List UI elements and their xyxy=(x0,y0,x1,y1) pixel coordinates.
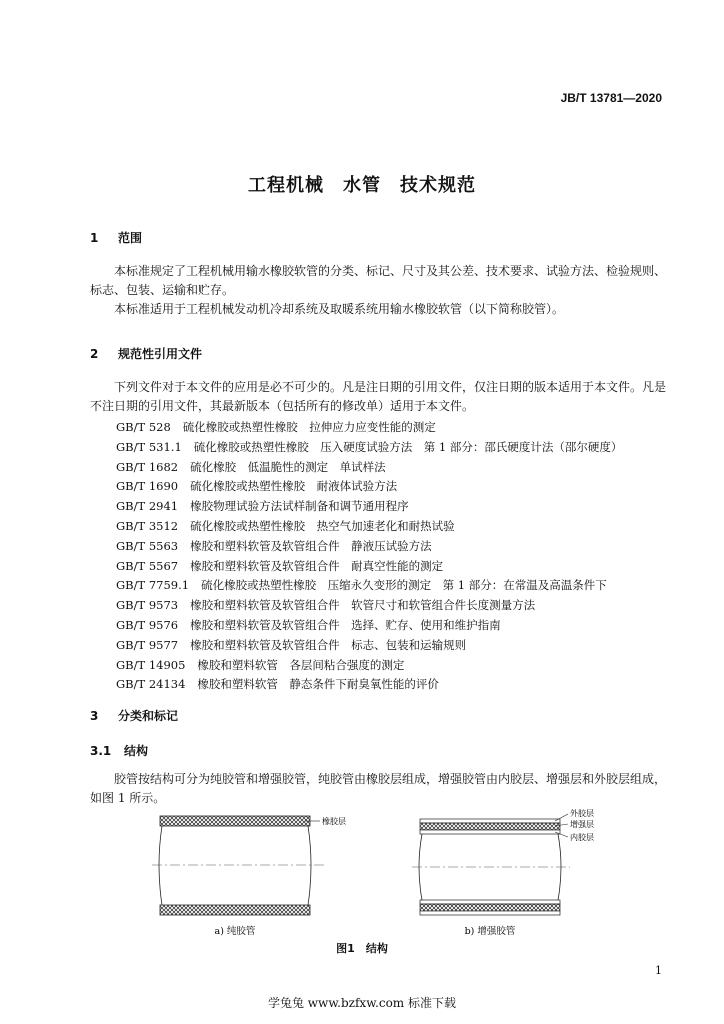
reference-code: GB/T 9577 xyxy=(116,637,179,652)
standard-number: JB/T 13781—2020 xyxy=(560,91,662,105)
reference-code: GB/T 24134 xyxy=(116,677,186,692)
reference-title: 硫化橡胶或热塑性橡胶 压缩永久变形的测定 第 1 部分：在常温及高温条件下 xyxy=(201,578,607,593)
section-2-heading xyxy=(90,345,202,362)
reference-code: GB/T 3512 xyxy=(116,518,179,533)
reference-title: 橡胶和塑料软管及软管组合件 选择、贮存、使用和维护指南 xyxy=(190,617,501,632)
section-1-paragraph-2: 本标准适用于工程机械发动机冷却系统及取暖系统用输水橡胶软管（以下简称胶管）。 xyxy=(114,302,565,316)
reference-item xyxy=(116,537,622,557)
reference-item xyxy=(116,497,622,517)
section-number: 2 xyxy=(90,347,99,361)
footer-watermark: 学兔兔 www.bzfxw.com 标准下载 xyxy=(267,996,457,1010)
reference-item xyxy=(116,636,622,656)
section-1-paragraph-1: 本标准规定了工程机械用输水橡胶软管的分类、标记、尺寸及其公差、技术要求、试验方法、检验规则、标志、包装、运输和贮存。 xyxy=(90,264,667,297)
reference-item xyxy=(116,477,622,497)
subsection-number: 3.1 xyxy=(90,744,112,758)
reference-code: GB/T 7759.1 xyxy=(116,578,190,593)
figure-1-structure xyxy=(150,808,610,938)
reference-code: GB/T 9573 xyxy=(116,598,179,613)
reference-title: 硫化橡胶或热塑性橡胶 压入硬度试验方法 第 1 部分：邵氏硬度计法（邵尔硬度） xyxy=(193,439,623,454)
reference-list xyxy=(116,418,622,695)
label-reinforcement-layer: 增强层 xyxy=(570,820,594,829)
reference-title: 橡胶和塑料软管 各层间粘合强度的测定 xyxy=(197,657,405,672)
figure-caption: 图1 结构 xyxy=(336,942,388,955)
reference-title: 橡胶和塑料软管及软管组合件 软管尺寸和软管组合件长度测量方法 xyxy=(190,598,536,613)
reference-title: 硫化橡胶 低温脆性的测定 单试样法 xyxy=(190,459,386,474)
reference-code: GB/T 528 xyxy=(116,420,171,434)
section-number: 3 xyxy=(90,709,99,723)
reference-title: 硫化橡胶或热塑性橡胶 耐液体试验方法 xyxy=(190,479,398,494)
caption-reinforced-hose: b) 增强胶管 xyxy=(464,926,516,937)
reference-code: GB/T 14905 xyxy=(116,657,186,672)
pure-hose-diagram xyxy=(152,816,346,915)
reference-title: 橡胶物理试验方法试样制备和调节通用程序 xyxy=(190,499,409,514)
reference-item xyxy=(116,418,622,438)
document-title: 工程机械 水管 技术规范 xyxy=(248,175,476,196)
reference-code: GB/T 1682 xyxy=(116,459,179,474)
reference-title: 硫化橡胶或热塑性橡胶 热空气加速老化和耐热试验 xyxy=(190,518,455,533)
reference-code: GB/T 531.1 xyxy=(116,439,182,454)
reference-code: GB/T 5563 xyxy=(116,538,179,553)
reference-code: GB/T 1690 xyxy=(116,479,179,494)
reference-title: 硫化橡胶或热塑性橡胶 拉伸应力应变性能的测定 xyxy=(182,420,436,434)
inner-layer xyxy=(420,830,560,834)
section-2-intro: 下列文件对于本文件的应用是必不可少的。凡是注日期的引用文件，仅注日期的版本适用于本文件。凡是不注日期的引用文件，其最新版本（包括所有的修改单）适用于本文件。 xyxy=(90,380,667,413)
reference-item xyxy=(116,557,622,577)
label-rubber-layer: 橡胶层 xyxy=(322,817,346,826)
reference-item xyxy=(116,517,622,537)
reference-title: 橡胶和塑料软管及软管组合件 标志、包装和运输规则 xyxy=(190,637,467,652)
section-1-heading xyxy=(90,229,142,246)
reference-item xyxy=(116,616,622,636)
reference-title: 橡胶和塑料软管 静态条件下耐臭氧性能的评价 xyxy=(197,677,439,692)
section-3-heading xyxy=(90,707,178,724)
caption-pure-hose: a) 纯胶管 xyxy=(214,926,256,937)
reference-item xyxy=(116,576,622,596)
reinforcement-layer xyxy=(420,823,560,830)
rubber-layer-bottom xyxy=(160,905,310,915)
outer-layer xyxy=(420,819,560,823)
reference-code: GB/T 2941 xyxy=(116,499,179,514)
section-number: 1 xyxy=(90,231,99,245)
reference-title: 橡胶和塑料软管及软管组合件 耐真空性能的测定 xyxy=(190,558,444,573)
reference-item xyxy=(116,458,622,478)
section-title: 分类和标记 xyxy=(118,709,179,723)
reinforced-hose-diagram xyxy=(412,808,594,915)
rubber-layer-top xyxy=(160,816,310,826)
section-title: 范围 xyxy=(118,231,143,245)
subsection-3-1-paragraph: 胶管按结构可分为纯胶管和增强胶管，纯胶管由橡胶层组成，增强胶管由内胶层、增强层和外胶层组成，如图 1 所示。 xyxy=(90,772,667,805)
label-inner-layer: 内胶层 xyxy=(570,833,594,842)
reference-item xyxy=(116,675,622,695)
subsection-title: 结构 xyxy=(124,744,149,758)
reference-code: GB/T 9576 xyxy=(116,617,179,632)
page-number: 1 xyxy=(655,964,662,977)
section-title: 规范性引用文件 xyxy=(118,347,203,361)
reference-code: GB/T 5567 xyxy=(116,558,179,573)
reference-item xyxy=(116,596,622,616)
label-outer-layer: 外胶层 xyxy=(570,809,594,818)
subsection-3-1-heading xyxy=(90,742,148,759)
reference-item xyxy=(116,438,622,458)
reference-title: 橡胶和塑料软管及软管组合件 静液压试验方法 xyxy=(190,538,432,553)
reference-item xyxy=(116,656,622,676)
